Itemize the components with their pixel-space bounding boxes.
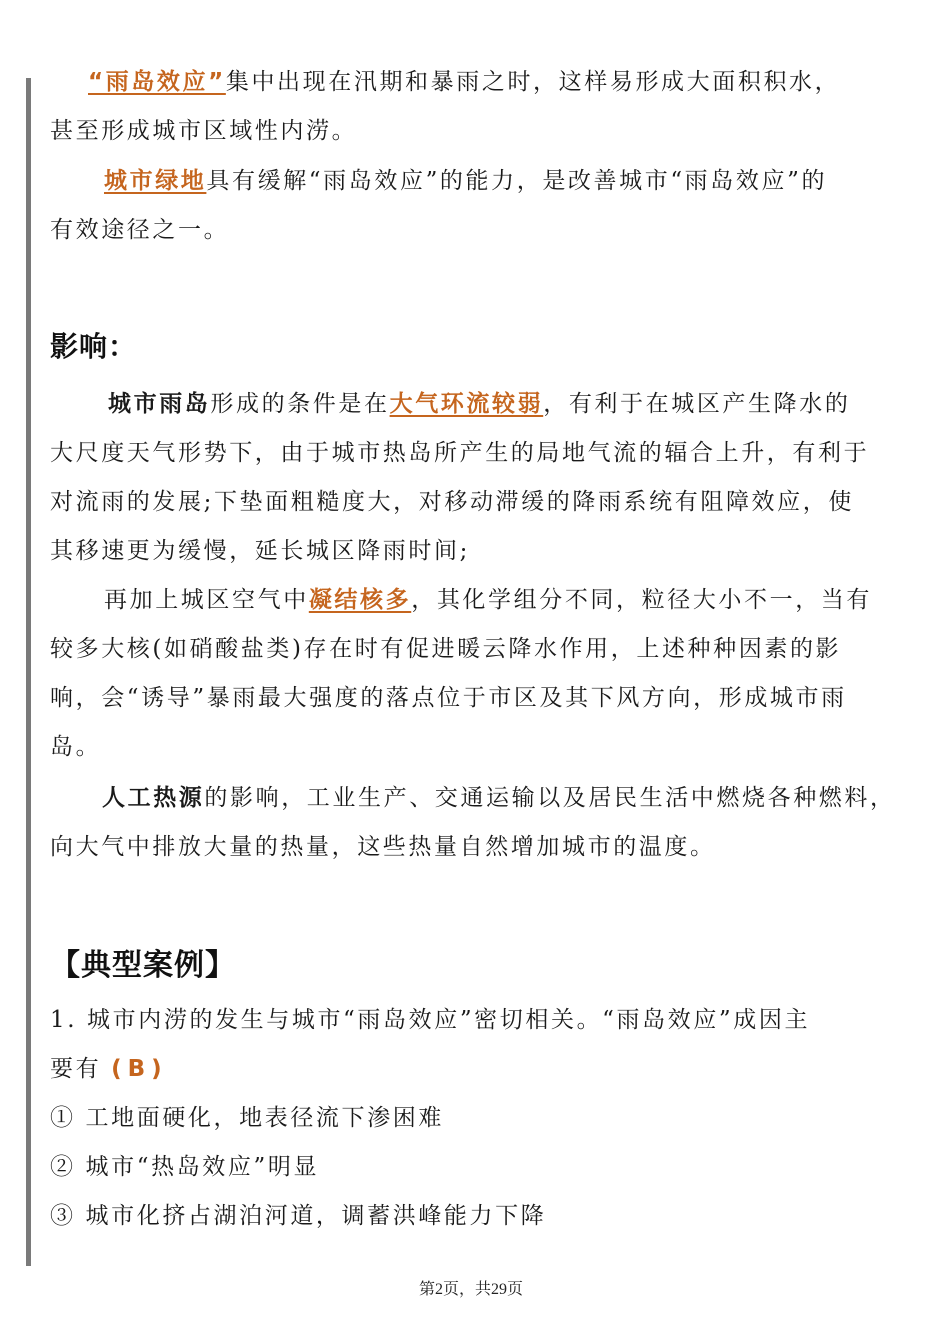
option-marker: ②	[50, 1154, 76, 1180]
paragraph-text: ，其化学组分不同，粒径大小不一，当有	[411, 587, 873, 613]
page-indicator: 第2页，共29页	[418, 1281, 523, 1298]
answer-badge: (B)	[111, 1056, 168, 1082]
bold-term: 人工热源	[102, 785, 205, 811]
option-marker: ①	[50, 1105, 76, 1131]
paragraph-text: 对流雨的发展;下垫面粗糙度大，对移动滞缓的降雨系统有阻障效应，使	[50, 489, 854, 515]
question-line	[50, 1005, 810, 1035]
paragraph-line	[50, 832, 716, 862]
paragraph-text: 形成的条件是在	[210, 391, 390, 417]
paragraph-text: 岛。	[50, 734, 102, 760]
paragraph-text: 向大气中排放大量的热量，这些热量自然增加城市的温度。	[50, 834, 716, 860]
highlight-term: 凝结核多	[308, 587, 412, 613]
paragraph-text: 甚至形成城市区域性内涝。	[50, 118, 358, 144]
option-marker: ③	[50, 1203, 76, 1229]
paragraph-text: 大尺度天气形势下，由于城市热岛所产生的局地气流的辐合上升，有利于	[50, 440, 870, 466]
section-heading-cases: 【典型案例】	[50, 948, 236, 983]
question-text: 要有	[50, 1056, 102, 1082]
paragraph-text: 其移速更为缓慢，延长城区降雨时间;	[50, 538, 470, 564]
paragraph-line	[50, 116, 357, 146]
highlight-term: “雨岛效应”	[88, 69, 226, 95]
option-item	[50, 1103, 444, 1133]
paragraph-line	[104, 166, 827, 196]
option-item	[50, 1201, 546, 1231]
paragraph-line	[88, 67, 840, 97]
bold-term: 城市雨岛	[108, 391, 211, 417]
highlight-term: 大气环流较弱	[389, 391, 544, 417]
paragraph-text: 响，会“诱导”暴雨最大强度的落点位于市区及其下风方向，形成城市雨	[50, 685, 847, 711]
paragraph-line	[50, 683, 847, 713]
paragraph-text: 具有缓解“雨岛效应”的能力，是改善城市“雨岛效应”的	[206, 168, 828, 194]
paragraph-text: 的影响，工业生产、交通运输以及居民生活中燃烧各种燃料，	[204, 785, 896, 811]
option-text: 城市化挤占湖泊河道，调蓄洪峰能力下降	[85, 1203, 547, 1229]
option-item	[50, 1152, 319, 1182]
option-text: 城市“热岛效应”明显	[85, 1154, 320, 1180]
paragraph-line	[108, 389, 850, 419]
paragraph-text: 再加上城区空气中	[104, 587, 309, 613]
paragraph-text: ，有利于在城区产生降水的	[543, 391, 851, 417]
paragraph-line	[50, 732, 101, 762]
highlight-term: 城市绿地	[104, 168, 207, 194]
paragraph-line	[50, 438, 869, 468]
paragraph-text: 有效途径之一。	[50, 217, 230, 243]
question-text: 1. 城市内涝的发生与城市“雨岛效应”密切相关。“雨岛效应”成因主	[50, 1007, 811, 1033]
paragraph-text: 较多大核(如硝酸盐类)存在时有促进暖云降水作用，上述种种因素的影	[50, 636, 842, 662]
left-margin-bar	[26, 78, 31, 1266]
paragraph-line	[50, 536, 470, 566]
paragraph-line	[50, 634, 841, 664]
paragraph-line	[50, 215, 229, 245]
paragraph-line	[102, 783, 896, 813]
paragraph-line	[104, 585, 872, 615]
paragraph-line	[50, 487, 854, 517]
section-heading-impact: 影响：	[50, 330, 138, 363]
option-text: 工地面硬化，地表径流下渗困难	[85, 1105, 444, 1131]
question-line	[50, 1054, 168, 1084]
paragraph-text: 集中出现在汛期和暴雨之时，这样易形成大面积积水，	[225, 69, 841, 95]
